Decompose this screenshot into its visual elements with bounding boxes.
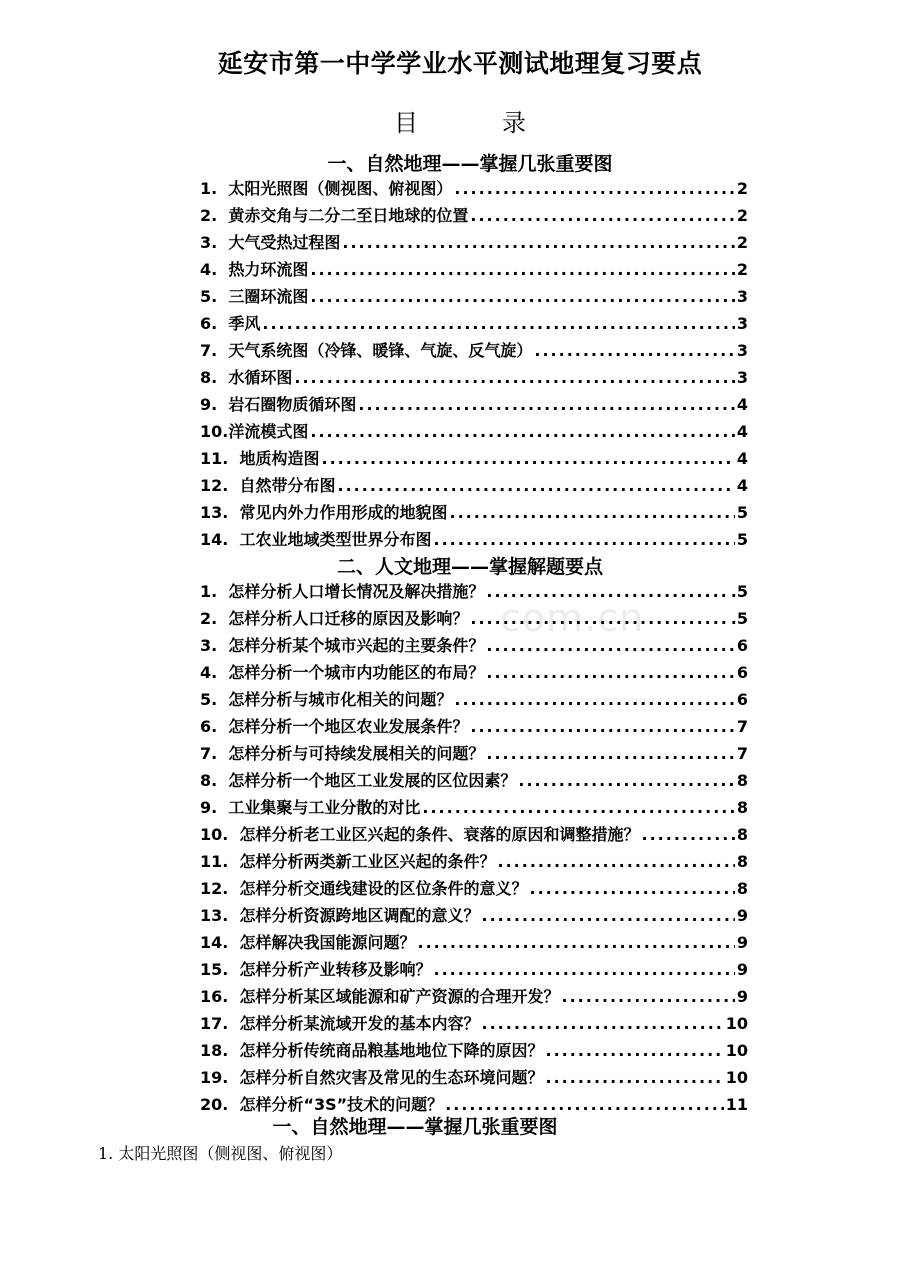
toc-dot-leader <box>486 663 734 683</box>
toc-entry-number: 3. <box>200 636 229 655</box>
toc-entry-page: 8 <box>736 825 748 844</box>
toc-entry-title: 热力环流图 <box>228 260 309 279</box>
toc-entry[interactable] <box>200 899 748 926</box>
toc-entry-page: 5 <box>736 530 748 549</box>
toc-entry[interactable] <box>200 872 748 899</box>
toc-dot-leader <box>642 825 735 845</box>
toc-entry-title: 大气受热过程图 <box>228 233 341 252</box>
toc-entry-number: 20. <box>200 1095 240 1114</box>
toc-entry-number: 9. <box>200 798 229 817</box>
toc-entry-page: 10 <box>725 1041 748 1060</box>
toc-dot-leader <box>418 933 735 953</box>
toc-entry[interactable] <box>200 629 748 656</box>
toc-entry[interactable] <box>200 791 748 818</box>
toc-entry[interactable] <box>200 818 748 845</box>
toc-entry-number: 17. <box>200 1014 240 1033</box>
toc-entry-page: 3 <box>736 314 748 333</box>
toc-entry-page: 2 <box>736 233 748 252</box>
toc-entry-number: 19. <box>200 1068 240 1087</box>
toc-entry-title: 岩石圈物质循环图 <box>228 395 357 414</box>
toc-entry-number: 6. <box>200 717 229 736</box>
toc-dot-leader <box>546 1068 724 1088</box>
toc-entry[interactable] <box>200 980 748 1007</box>
toc-dot-leader <box>562 987 735 1007</box>
body-first-item: 1. 太阳光照图（侧视图、俯视图） <box>98 1144 343 1163</box>
toc-entry-number: 18. <box>200 1041 240 1060</box>
toc-entry[interactable] <box>200 764 748 791</box>
toc-dot-leader <box>482 1014 724 1034</box>
toc-entry-number: 4. <box>200 663 229 682</box>
toc-heading-char-2: 录 <box>502 109 526 137</box>
toc-entry[interactable] <box>200 307 748 334</box>
toc-entry-title: 怎样分析与城市化相关的问题？ <box>228 690 453 709</box>
toc-entry-title: 怎样分析人口增长情况及解决措施？ <box>228 582 485 601</box>
toc-entry[interactable] <box>200 926 748 953</box>
toc-entry-number: 11. <box>200 449 240 468</box>
toc-entry-number: 8. <box>200 771 229 790</box>
toc-entry-title: 怎样分析某区域能源和矿产资源的合理开发？ <box>239 987 560 1006</box>
toc-entry-title: 怎样分析交通线建设的区位条件的意义？ <box>239 879 528 898</box>
toc-dot-leader <box>294 368 734 388</box>
toc-dot-leader <box>454 690 734 710</box>
toc-entry-number: 16. <box>200 987 240 1006</box>
toc-entry[interactable] <box>200 656 748 683</box>
toc-entry[interactable] <box>200 415 748 442</box>
toc-entry-page: 9 <box>736 960 748 979</box>
toc-dot-leader <box>470 206 734 226</box>
toc-entry-title: 怎样解决我国能源问题？ <box>239 933 416 952</box>
toc-dot-leader <box>262 314 734 334</box>
toc-dot-leader <box>310 260 734 280</box>
toc-entry-title: 常见内外力作用形成的地貌图 <box>239 503 448 522</box>
toc-entry[interactable] <box>200 280 748 307</box>
toc-entry-page: 4 <box>736 449 748 468</box>
section-heading-human: 二、人文地理——掌握解题要点 <box>336 556 603 578</box>
toc-entry-number: 2. <box>200 206 229 225</box>
toc-entry-title: 工农业地域类型世界分布图 <box>239 530 432 549</box>
toc-entry-page: .5 <box>730 582 748 601</box>
toc-entry-page: 3 <box>736 341 748 360</box>
toc-entry-title: 怎样分析老工业区兴起的条件、衰落的原因和调整措施？ <box>239 825 640 844</box>
toc-dot-leader <box>498 852 735 872</box>
toc-entry[interactable] <box>200 469 748 496</box>
toc-entry-title: 太阳光照图（侧视图、俯视图） <box>228 179 453 198</box>
toc-entry-page: 7 <box>736 717 748 736</box>
toc-entry-page: 6 <box>736 690 748 709</box>
toc-entry-title: 黄赤交角与二分二至日地球的位置 <box>228 206 469 225</box>
toc-entry-page: 8 <box>736 798 748 817</box>
toc-entry[interactable] <box>200 710 748 737</box>
toc-entry-title: 洋流模式图 <box>228 422 309 441</box>
toc-entry-page: 9 <box>736 906 748 925</box>
toc-dot-leader <box>358 395 734 415</box>
toc-dot-leader <box>342 233 734 253</box>
toc-entry-number: 15. <box>200 960 240 979</box>
section-heading-natural: 一、自然地理——掌握几张重要图 <box>327 153 613 175</box>
toc-entry-page: 8 <box>736 879 748 898</box>
toc-entry-title: 怎样分析人口迁移的原因及影响？ <box>228 609 469 628</box>
toc-entry-number: 13. <box>200 503 240 522</box>
toc-entry-page: 8 <box>736 771 748 790</box>
toc-entry-title: 季风 <box>228 314 261 333</box>
toc-entry-page: 2 <box>736 179 748 198</box>
toc-entry-title: 怎样分析一个地区工业发展的区位因素？ <box>228 771 517 790</box>
toc-entry[interactable] <box>200 442 748 469</box>
toc-entry-number: 10. <box>200 825 240 844</box>
toc-dot-leader <box>486 744 734 764</box>
toc-entry[interactable] <box>200 845 748 872</box>
toc-entry-title: 怎样分析某个城市兴起的主要条件？ <box>228 636 485 655</box>
toc-dot-leader <box>546 1041 724 1061</box>
toc-entry-number: 7. <box>200 744 229 763</box>
toc-entry-title: 地质构造图 <box>239 449 320 468</box>
toc-entry-page: 11 <box>725 1095 748 1114</box>
toc-entry-title: 怎样分析资源跨地区调配的意义？ <box>239 906 480 925</box>
toc-entry-number: 3. <box>200 233 229 252</box>
toc-entry-number: 11. <box>200 852 240 871</box>
toc-entry-page: 4 <box>736 422 748 441</box>
toc-entry[interactable] <box>200 172 748 199</box>
toc-entry-title: 怎样分析自然灾害及常见的生态环境问题？ <box>239 1068 544 1087</box>
toc-entry-page: 3 <box>736 287 748 306</box>
toc-entry[interactable] <box>200 361 748 388</box>
toc-entry-title: 怎样分析一个城市内功能区的布局？ <box>228 663 485 682</box>
toc-entry-number: 1. <box>200 582 229 601</box>
toc-entry-page: 3 <box>736 368 748 387</box>
toc-dot-leader <box>454 179 734 199</box>
toc-dot-leader <box>482 906 735 926</box>
toc-entry-page: 6 <box>736 663 748 682</box>
toc-entry[interactable] <box>200 523 748 550</box>
toc-dot-leader <box>486 636 734 656</box>
toc-entry-number: 2. <box>200 609 229 628</box>
toc-dot-leader <box>534 341 734 361</box>
toc-entry-page: 8 <box>736 852 748 871</box>
toc-heading <box>0 103 920 138</box>
toc-entry[interactable] <box>200 253 748 280</box>
toc-entry-page: 9 <box>736 933 748 952</box>
toc-entry[interactable] <box>200 575 748 602</box>
toc-entry-title: 怎样分析一个地区农业发展条件？ <box>228 717 469 736</box>
toc-dot-leader <box>338 476 735 496</box>
toc-entry[interactable] <box>200 1088 748 1115</box>
toc-entry-title: 怎样分析与可持续发展相关的问题？ <box>228 744 485 763</box>
toc-entry[interactable] <box>200 226 748 253</box>
toc-entry-number: 12. <box>200 879 240 898</box>
toc-entry-page: 5 <box>736 503 748 522</box>
toc-entry-page: 10 <box>725 1014 748 1033</box>
toc-entry-page: 2 <box>736 206 748 225</box>
watermark: com.cn <box>500 596 645 640</box>
toc-entry-number: 5. <box>200 287 229 306</box>
toc-entry-number: 14. <box>200 530 240 549</box>
toc-entry-page: 10 <box>725 1068 748 1087</box>
toc-heading-char-1: 目 <box>394 109 418 137</box>
toc-entry-number: 14. <box>200 933 240 952</box>
toc-entry-number: 4. <box>200 260 229 279</box>
toc-dot-leader <box>310 287 734 307</box>
toc-entry-title: 水循环图 <box>228 368 293 387</box>
toc-entry-title: 三圈环流图 <box>228 287 309 306</box>
toc-dot-leader <box>434 530 735 550</box>
toc-dot-leader <box>450 503 735 523</box>
toc-entry-page: 4 <box>736 476 748 495</box>
toc-entry-number: 13. <box>200 906 240 925</box>
toc-entry[interactable] <box>200 1007 748 1034</box>
toc-entry-number: 5. <box>200 690 229 709</box>
toc-entry[interactable] <box>200 199 748 226</box>
toc-dot-leader <box>310 422 735 442</box>
toc-dot-leader <box>518 771 734 791</box>
toc-dot-leader <box>322 449 735 469</box>
toc-dot-leader <box>486 582 728 602</box>
toc-entry-title: 怎样分析某流域开发的基本内容？ <box>239 1014 480 1033</box>
toc-dot-leader <box>470 717 734 737</box>
toc-dot-leader <box>470 609 728 629</box>
toc-dot-leader <box>422 798 734 818</box>
toc-entry-page: 9 <box>736 987 748 1006</box>
toc-entry-number: 1. <box>200 179 229 198</box>
toc-entry-page: .5 <box>730 609 748 628</box>
toc-entry-number: 7. <box>200 341 229 360</box>
toc-entry[interactable] <box>200 953 748 980</box>
toc-entry[interactable] <box>200 1061 748 1088</box>
toc-entry-number: 8. <box>200 368 229 387</box>
toc-entry[interactable] <box>200 737 748 764</box>
toc-entry-page: 4 <box>736 395 748 414</box>
toc-entry-number: 12. <box>200 476 240 495</box>
toc-entry-page: 6 <box>736 636 748 655</box>
toc-entry-title: 天气系统图（冷锋、暖锋、气旋、反气旋） <box>228 341 533 360</box>
toc-entry-title: 怎样分析产业转移及影响？ <box>239 960 432 979</box>
toc-entry-title: 怎样分析“3S”技术的问题？ <box>239 1095 444 1114</box>
body-section-heading: 一、自然地理——掌握几张重要图 <box>272 1116 558 1138</box>
toc-entry[interactable] <box>200 683 748 710</box>
toc-dot-leader <box>530 879 735 899</box>
toc-entry-title: 怎样分析传统商品粮基地地位下降的原因？ <box>239 1041 544 1060</box>
toc-entry[interactable] <box>200 1034 748 1061</box>
toc-entry-number: 10. <box>200 422 229 441</box>
toc-entry-number: 6. <box>200 314 229 333</box>
page-title: 延安市第一中学学业水平测试地理复习要点 <box>217 49 703 78</box>
toc-entry[interactable] <box>200 602 748 629</box>
toc-entry[interactable] <box>200 388 748 415</box>
toc-entry-title: 工业集聚与工业分散的对比 <box>228 798 421 817</box>
toc-entry-title: 怎样分析两类新工业区兴起的条件？ <box>239 852 496 871</box>
toc-dot-leader <box>434 960 735 980</box>
toc-entry-number: 9. <box>200 395 229 414</box>
toc-entry[interactable] <box>200 496 748 523</box>
toc-entry-title: 自然带分布图 <box>239 476 336 495</box>
toc-entry-page: 2 <box>736 260 748 279</box>
toc-entry[interactable] <box>200 334 748 361</box>
toc-entry-page: 7 <box>736 744 748 763</box>
